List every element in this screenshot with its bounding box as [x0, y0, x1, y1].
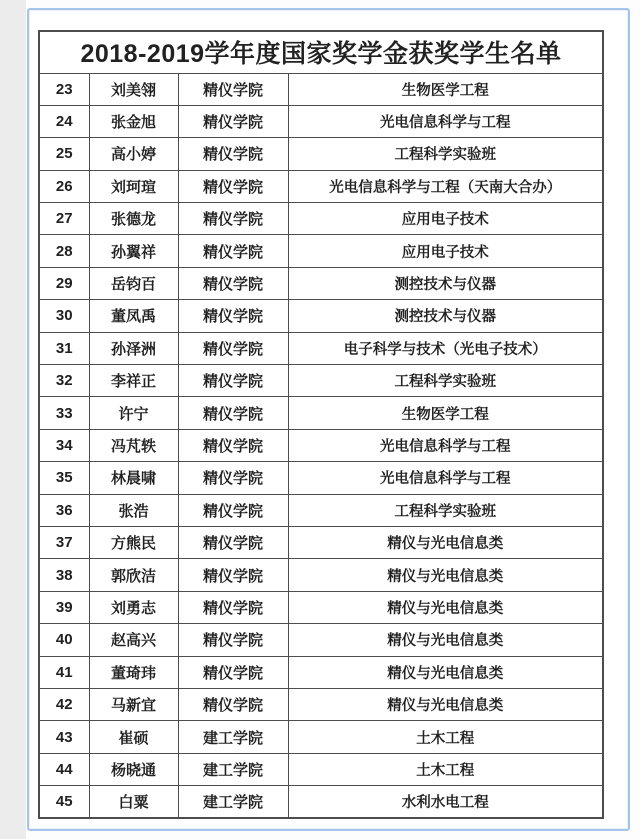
table-title-row: [39, 31, 603, 73]
cell-major: 电子科学与技术（光电子技术）: [288, 332, 603, 364]
cell-major: 精仪与光电信息类: [288, 688, 603, 720]
cell-college: 精仪学院: [178, 170, 288, 202]
cell-major: 生物医学工程: [288, 397, 603, 429]
cell-major: 精仪与光电信息类: [288, 526, 603, 558]
cell-name: 白粟: [89, 786, 178, 818]
cell-number: 43: [39, 721, 89, 753]
cell-number: 33: [39, 397, 89, 429]
table-row: [39, 429, 603, 461]
table-row: [39, 73, 603, 105]
cell-college: 建工学院: [178, 721, 288, 753]
table-row: [39, 786, 603, 818]
table-row: [39, 591, 603, 623]
cell-name: 马新宜: [89, 688, 178, 720]
table-row: [39, 138, 603, 170]
cell-number: 42: [39, 688, 89, 720]
cell-name: 孙翼祥: [89, 235, 178, 267]
cell-college: 精仪学院: [178, 203, 288, 235]
cell-number: 26: [39, 170, 89, 202]
table-row: [39, 397, 603, 429]
table-row: [39, 624, 603, 656]
cell-number: 35: [39, 462, 89, 494]
cell-college: 精仪学院: [178, 462, 288, 494]
cell-name: 赵高兴: [89, 624, 178, 656]
cell-name: 刘勇志: [89, 591, 178, 623]
cell-name: 方熊民: [89, 526, 178, 558]
cell-number: 40: [39, 624, 89, 656]
cell-college: 精仪学院: [178, 235, 288, 267]
cell-major: 土木工程: [288, 753, 603, 785]
cell-college: 精仪学院: [178, 300, 288, 332]
cell-college: 精仪学院: [178, 559, 288, 591]
cell-name: 张浩: [89, 494, 178, 526]
cell-major: 光电信息科学与工程: [288, 429, 603, 461]
table-row: [39, 526, 603, 558]
cell-number: 28: [39, 235, 89, 267]
table-row: [39, 753, 603, 785]
cell-name: 董凤禹: [89, 300, 178, 332]
cell-college: 精仪学院: [178, 138, 288, 170]
table-row: [39, 656, 603, 688]
cell-major: 土木工程: [288, 721, 603, 753]
cell-name: 许宁: [89, 397, 178, 429]
cell-major: 精仪与光电信息类: [288, 591, 603, 623]
cell-number: 38: [39, 559, 89, 591]
table-row: [39, 494, 603, 526]
cell-major: 光电信息科学与工程（天南大合办）: [288, 170, 603, 202]
cell-major: 精仪与光电信息类: [288, 656, 603, 688]
cell-college: 精仪学院: [178, 105, 288, 137]
table-row: [39, 688, 603, 720]
cell-college: 精仪学院: [178, 397, 288, 429]
cell-number: 23: [39, 73, 89, 105]
cell-name: 崔硕: [89, 721, 178, 753]
cell-number: 41: [39, 656, 89, 688]
cell-number: 44: [39, 753, 89, 785]
cell-name: 林晨啸: [89, 462, 178, 494]
cell-college: 精仪学院: [178, 656, 288, 688]
cell-major: 应用电子技术: [288, 203, 603, 235]
cell-number: 34: [39, 429, 89, 461]
cell-name: 李祥正: [89, 365, 178, 397]
cell-college: 精仪学院: [178, 591, 288, 623]
table-body: [39, 73, 603, 818]
cell-number: 32: [39, 365, 89, 397]
cell-college: 精仪学院: [178, 429, 288, 461]
table-row: [39, 462, 603, 494]
cell-name: 高小婷: [89, 138, 178, 170]
cell-name: 刘珂瑄: [89, 170, 178, 202]
cell-name: 岳钧百: [89, 267, 178, 299]
scholarship-table: [38, 30, 604, 819]
cell-number: 25: [39, 138, 89, 170]
table-row: [39, 332, 603, 364]
cell-major: 测控技术与仪器: [288, 300, 603, 332]
cell-name: 郭欣洁: [89, 559, 178, 591]
cell-number: 36: [39, 494, 89, 526]
cell-number: 30: [39, 300, 89, 332]
table-row: [39, 267, 603, 299]
cell-number: 24: [39, 105, 89, 137]
cell-major: 生物医学工程: [288, 73, 603, 105]
cell-college: 精仪学院: [178, 267, 288, 299]
page-title: 2018-2019学年度国家奖学金获奖学生名单: [39, 31, 603, 73]
cell-name: 张金旭: [89, 105, 178, 137]
cell-major: 光电信息科学与工程: [288, 105, 603, 137]
cell-name: 刘美翎: [89, 73, 178, 105]
cell-major: 工程科学实验班: [288, 138, 603, 170]
table-row: [39, 559, 603, 591]
cell-name: 张德龙: [89, 203, 178, 235]
cell-major: 精仪与光电信息类: [288, 624, 603, 656]
table-row: [39, 170, 603, 202]
cell-college: 精仪学院: [178, 365, 288, 397]
table-row: [39, 721, 603, 753]
cell-name: 孙泽洲: [89, 332, 178, 364]
cell-college: 精仪学院: [178, 332, 288, 364]
cell-number: 37: [39, 526, 89, 558]
table-row: [39, 300, 603, 332]
cell-number: 27: [39, 203, 89, 235]
cell-name: 董琦玮: [89, 656, 178, 688]
table-row: [39, 105, 603, 137]
cell-college: 精仪学院: [178, 688, 288, 720]
cell-major: 应用电子技术: [288, 235, 603, 267]
cell-number: 29: [39, 267, 89, 299]
table-row: [39, 365, 603, 397]
cell-college: 建工学院: [178, 786, 288, 818]
table-row: [39, 203, 603, 235]
cell-college: 精仪学院: [178, 494, 288, 526]
cell-major: 测控技术与仪器: [288, 267, 603, 299]
cell-number: 39: [39, 591, 89, 623]
cell-major: 水利水电工程: [288, 786, 603, 818]
table-row: [39, 235, 603, 267]
cell-name: 杨晓通: [89, 753, 178, 785]
cell-college: 精仪学院: [178, 624, 288, 656]
cell-college: 建工学院: [178, 753, 288, 785]
cell-major: 工程科学实验班: [288, 365, 603, 397]
cell-number: 31: [39, 332, 89, 364]
cell-college: 精仪学院: [178, 526, 288, 558]
cell-name: 冯芃轶: [89, 429, 178, 461]
page-edge-shadow: [0, 0, 26, 839]
cell-major: 精仪与光电信息类: [288, 559, 603, 591]
cell-college: 精仪学院: [178, 73, 288, 105]
cell-major: 工程科学实验班: [288, 494, 603, 526]
cell-major: 光电信息科学与工程: [288, 462, 603, 494]
cell-number: 45: [39, 786, 89, 818]
